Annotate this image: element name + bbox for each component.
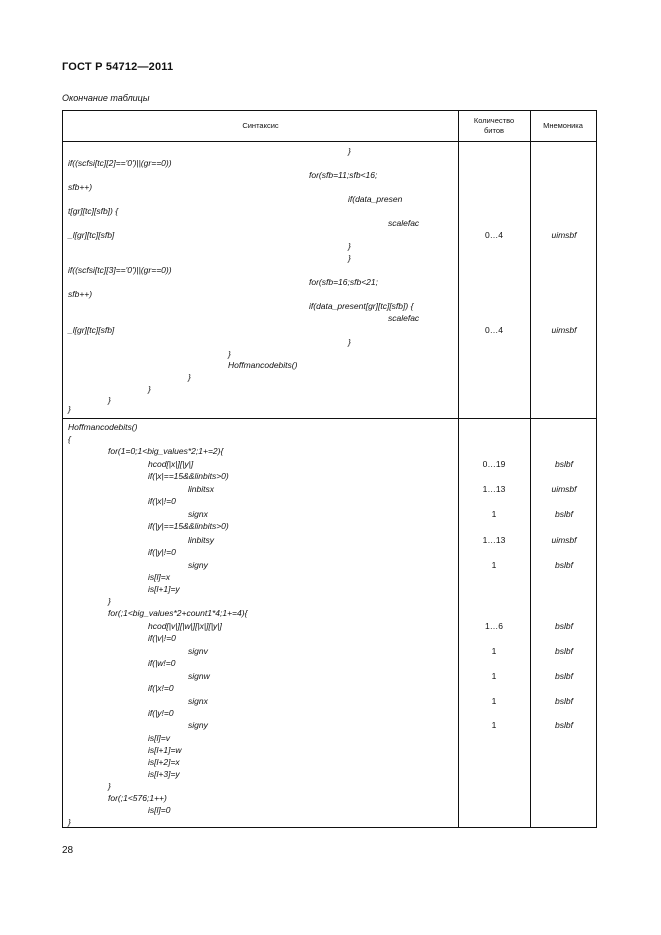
syntax-line: } [348, 337, 351, 347]
mnemonic-value: uimsbf [551, 484, 577, 494]
bits-value: 1…13 [482, 535, 506, 545]
mnemonic-value: bslbf [555, 696, 573, 706]
mnemonic-value: uimsbf [551, 230, 577, 240]
syntax-line: scalefac [388, 218, 420, 228]
syntax-line: is[l+1]=y [148, 584, 180, 594]
syntax-line: } [148, 384, 151, 394]
syntax-line: if((scfsi[tc][2]=='0')||(gr==0)) [68, 158, 172, 168]
syntax-line: scalefac [388, 313, 420, 323]
mnemonic-value: uimsbf [551, 535, 577, 545]
syntax-line: if(|x!=0 [148, 683, 174, 693]
syntax-line: hcod[|v|][|w|][|x|][|y|] [148, 621, 222, 631]
syntax-line: is[l]=x [148, 572, 170, 582]
syntax-line: signx [188, 509, 208, 519]
syntax-line: Hoffmancodebits() [228, 360, 298, 370]
syntax-line: _l[gr][tc][sfb] [68, 230, 115, 240]
syntax-line: hcod[|x|][|y|] [148, 459, 194, 469]
syntax-line: for(;1<big_values*2+count1*4;1+=4){ [108, 608, 248, 618]
bits-value: 1…13 [482, 484, 506, 494]
bits-value: 0…4 [485, 230, 503, 240]
syntax-line: if((scfsi[tc][3]=='0')||(gr==0)) [68, 265, 172, 275]
mnemonic-value: bslbf [555, 459, 573, 469]
syntax-line: signw [188, 671, 210, 681]
column-header-mnemonic: Мнемоника [543, 121, 583, 130]
syntax-line: sfb++) [68, 182, 93, 192]
syntax-line: Hoffmancodebits() [68, 422, 138, 432]
syntax-line: } [348, 146, 351, 156]
syntax-line: signy [188, 720, 208, 730]
syntax-line: if(|y|!=0 [148, 547, 176, 557]
syntax-line: for(1=0;1<big_values*2;1+=2){ [108, 446, 224, 456]
page-number: 28 [62, 845, 74, 856]
bits-value: 1 [491, 560, 497, 570]
syntax-line: } [348, 241, 351, 251]
syntax-line: for(;1<576;1++) [108, 793, 167, 803]
section-divider [63, 418, 596, 419]
mnemonic-value: bslbf [555, 646, 573, 656]
column-header-bits: Количество битов [473, 116, 515, 135]
syntax-line: sfb++) [68, 289, 93, 299]
syntax-line: if(data_presen [348, 194, 403, 204]
bits-value: 1 [491, 646, 497, 656]
syntax-line: is[l+1]=w [148, 745, 182, 755]
syntax-line: is[l]=v [148, 733, 170, 743]
mnemonic-value: bslbf [555, 671, 573, 681]
syntax-line: for(sfb=11;sfb<16; [309, 170, 378, 180]
syntax-line: if(|y!=0 [148, 708, 174, 718]
header-divider [63, 141, 596, 142]
syntax-line: for(sfb=16;sfb<21; [309, 277, 378, 287]
bits-value: 0…4 [485, 325, 503, 335]
syntax-line: signx [188, 696, 208, 706]
syntax-line: } [348, 253, 351, 263]
syntax-line: t[gr][tc][sfb]) { [68, 206, 119, 216]
syntax-line: if(|x|==15&&linbits>0) [148, 471, 229, 481]
syntax-line: { [68, 434, 71, 444]
syntax-line: } [228, 349, 231, 359]
syntax-table [62, 110, 597, 828]
syntax-line: linbitsx [188, 484, 214, 494]
syntax-line: } [108, 395, 111, 405]
bits-value: 1 [491, 509, 497, 519]
column-header-syntax: Синтаксис [242, 121, 279, 130]
syntax-line: } [68, 817, 71, 827]
mnemonic-value: bslbf [555, 509, 573, 519]
syntax-line: } [108, 781, 111, 791]
syntax-line: } [108, 596, 111, 606]
bits-value: 1 [491, 671, 497, 681]
bits-value: 1…6 [485, 621, 503, 631]
syntax-line: if(|x|!=0 [148, 496, 176, 506]
syntax-line: signy [188, 560, 208, 570]
mnemonic-value: bslbf [555, 720, 573, 730]
mnemonic-value: bslbf [555, 621, 573, 631]
syntax-line: signv [188, 646, 208, 656]
syntax-line: if(|w!=0 [148, 658, 176, 668]
syntax-line: } [188, 372, 191, 382]
document-header: ГОСТ Р 54712—2011 [62, 61, 174, 73]
syntax-line: _l[gr][tc][sfb] [68, 325, 115, 335]
bits-value: 1 [491, 696, 497, 706]
syntax-line: if(|y|==15&&linbits>0) [148, 521, 229, 531]
syntax-line: } [68, 404, 71, 414]
syntax-line: linbitsy [188, 535, 214, 545]
syntax-line: is[l+2]=x [148, 757, 180, 767]
mnemonic-value: uimsbf [551, 325, 577, 335]
syntax-line: if(|v|!=0 [148, 633, 176, 643]
bits-value: 0…19 [482, 459, 506, 469]
table-caption: Окончание таблицы [62, 93, 150, 103]
syntax-line: if(data_present[gr][tc][sfb]) { [309, 301, 414, 311]
syntax-line: is[l+3]=y [148, 769, 180, 779]
bits-value: 1 [491, 720, 497, 730]
syntax-line: is[l]=0 [148, 805, 171, 815]
mnemonic-value: bslbf [555, 560, 573, 570]
